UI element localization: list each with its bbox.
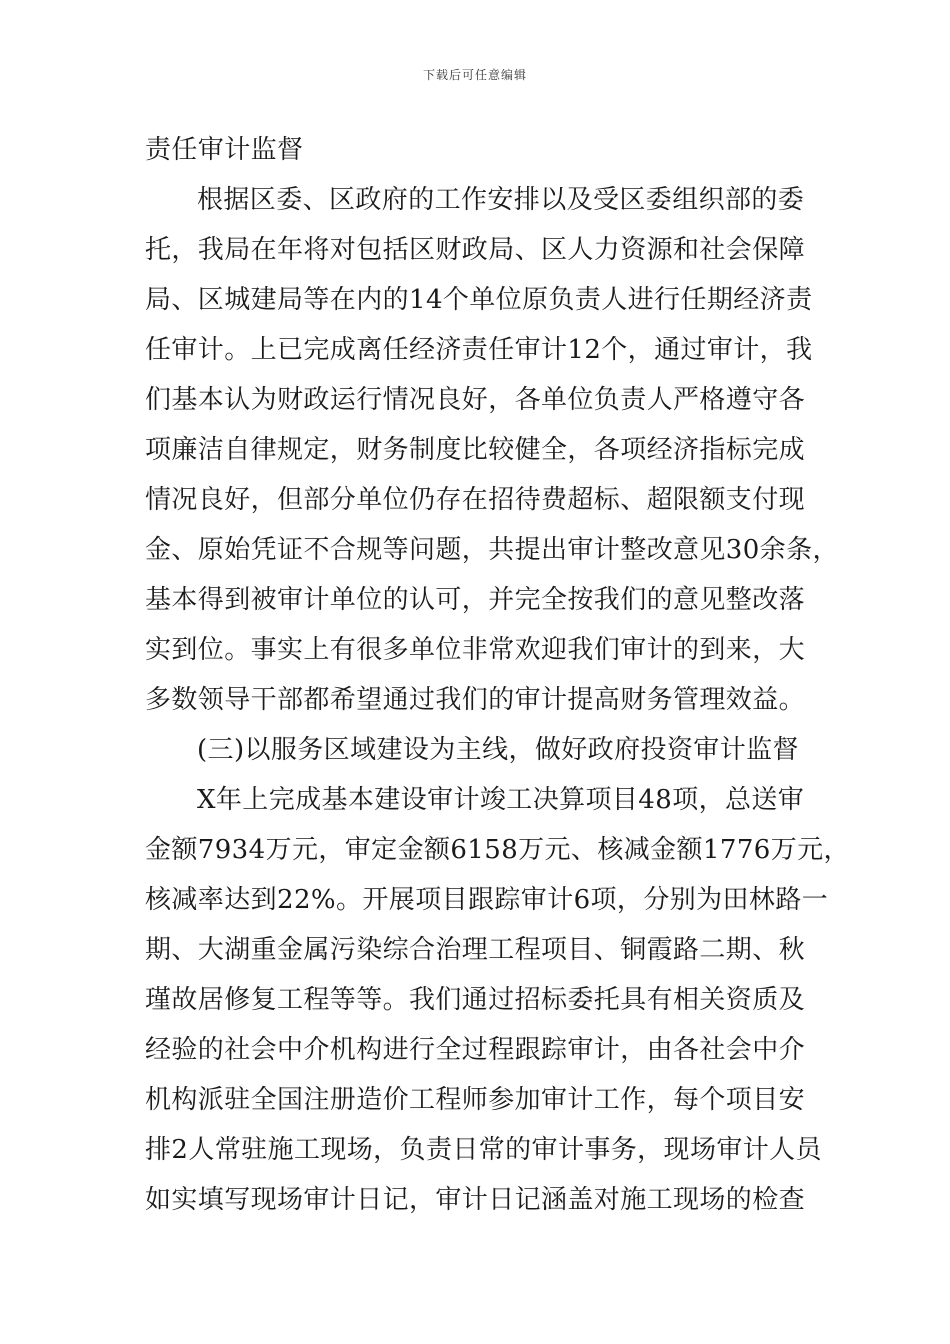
text-line: 实到位。事实上有很多单位非常欢迎我们审计的到来，大 (145, 635, 806, 665)
page-header-note: 下载后可任意编辑 (422, 68, 527, 82)
text-line: 任审计。上已完成离任经济责任审计12个，通过审计，我 (145, 335, 813, 365)
section-heading-line: (三)以服务区域建设为主线，做好政府投资审计监督 (197, 735, 799, 765)
text-line: 核减率达到22%。开展项目跟踪审计6项，分别为田林路一 (145, 885, 829, 915)
paragraph-start-line: X年上完成基本建设审计竣工决算项目48项，总送审 (197, 785, 805, 815)
paragraph-start-line: 根据区委、区政府的工作安排以及受区委组织部的委 (197, 185, 805, 215)
text-line: 经验的社会中介机构进行全过程跟踪审计，由各社会中介 (145, 1035, 806, 1065)
text-line: 多数领导干部都希望通过我们的审计提高财务管理效益。 (145, 685, 806, 715)
text-line: 基本得到被审计单位的认可，并完全按我们的意见整改落 (145, 585, 806, 615)
text-line: 托，我局在年将对包括区财政局、区人力资源和社会保障 (145, 235, 806, 265)
text-line: 局、区城建局等在内的14个单位原负责人进行任期经济责 (145, 285, 813, 315)
text-line: 金、原始凭证不合规等问题，共提出审计整改意见30余条， (145, 535, 839, 565)
text-line: 机构派驻全国注册造价工程师参加审计工作，每个项目安 (145, 1085, 806, 1115)
text-line: 排2人常驻施工现场，负责日常的审计事务，现场审计人员 (145, 1135, 822, 1165)
text-line: 如实填写现场审计日记，审计日记涵盖对施工现场的检查 (145, 1185, 806, 1215)
text-line: 金额7934万元，审定金额6158万元、核减金额1776万元， (145, 835, 850, 865)
text-line: 们基本认为财政运行情况良好，各单位负责人严格遵守各 (145, 385, 806, 415)
text-line: 瑾故居修复工程等等。我们通过招标委托具有相关资质及 (145, 985, 806, 1015)
document-body (145, 125, 850, 1225)
text-line: 情况良好，但部分单位仍存在招待费超标、超限额支付现 (145, 485, 806, 515)
text-line: 项廉洁自律规定，财务制度比较健全，各项经济指标完成 (145, 435, 806, 465)
text-line: 期、大湖重金属污染综合治理工程项目、铜霞路二期、秋 (145, 935, 806, 965)
text-line: 责任审计监督 (145, 135, 304, 165)
